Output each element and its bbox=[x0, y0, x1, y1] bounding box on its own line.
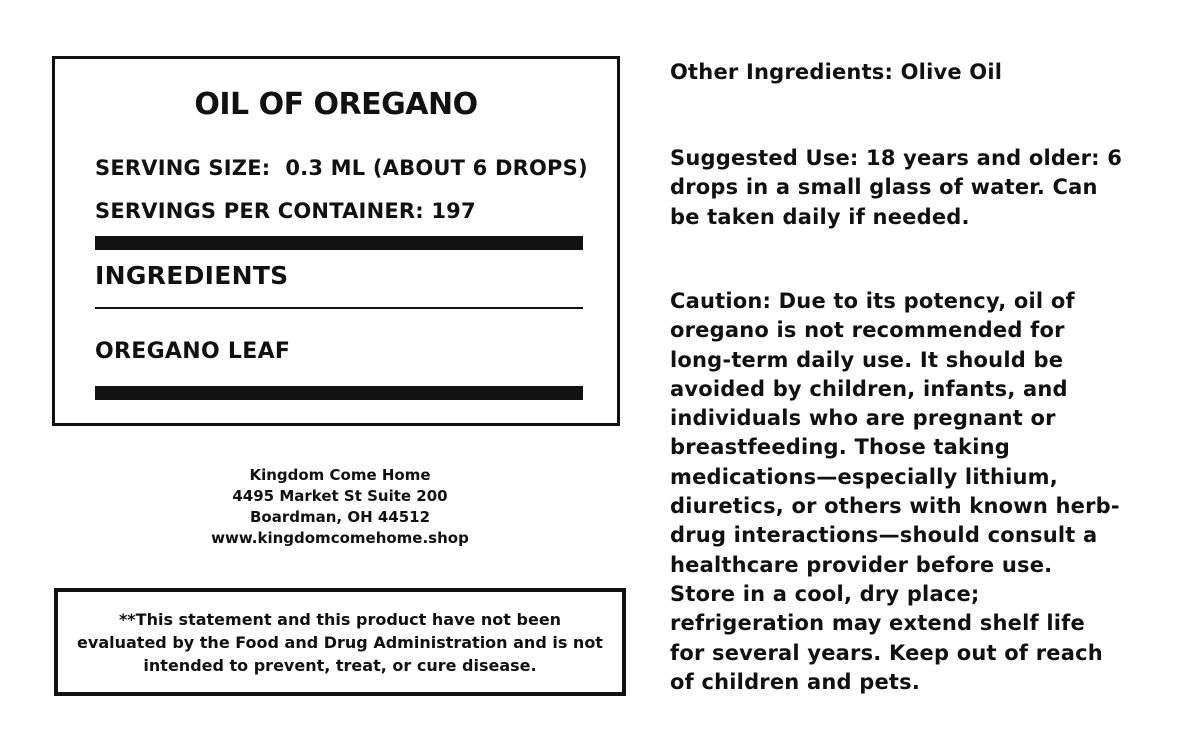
company-address bbox=[152, 465, 528, 549]
caution-line: medications—especially lithium, bbox=[670, 464, 1058, 489]
caution-line: Store in a cool, dry place; bbox=[670, 581, 980, 606]
suggested-use bbox=[670, 144, 1170, 232]
company-city: Boardman, OH 44512 bbox=[249, 508, 431, 526]
caution-line: diuretics, or others with known herb- bbox=[670, 494, 1120, 519]
servings-per-container: SERVINGS PER CONTAINER: 197 bbox=[95, 199, 476, 223]
caution-line: Caution: Due to its potency, oil of bbox=[670, 289, 1075, 313]
thick-divider-bottom bbox=[95, 386, 583, 400]
thick-divider-top bbox=[95, 236, 583, 250]
product-title: OIL OF OREGANO bbox=[194, 87, 478, 122]
ingredient-item: OREGANO LEAF bbox=[95, 339, 291, 364]
company-name: Kingdom Come Home bbox=[249, 466, 431, 484]
caution-line: of children and pets. bbox=[670, 669, 921, 694]
caution-line: for several years. Keep out of reach bbox=[670, 640, 1103, 665]
caution-line: long-term daily use. It should be bbox=[670, 347, 1064, 372]
other-ingredients: Other Ingredients: Olive Oil bbox=[670, 60, 1003, 84]
caution-line: avoided by children, infants, and bbox=[670, 376, 1068, 401]
company-street: 4495 Market St Suite 200 bbox=[232, 487, 448, 505]
caution-line: healthcare provider before use. bbox=[670, 552, 1053, 577]
fda-disclaimer-box bbox=[54, 588, 626, 696]
caution-line: breastfeeding. Those taking bbox=[670, 435, 1010, 460]
suggested-use-line: Suggested Use: 18 years and older: 6 bbox=[670, 146, 1123, 170]
suggested-use-line: drops in a small glass of water. Can bbox=[670, 175, 1098, 200]
serving-size: SERVING SIZE: 0.3 ML (ABOUT 6 DROPS) bbox=[95, 156, 588, 180]
company-website: www.kingdomcomehome.shop bbox=[211, 529, 469, 547]
caution-statement bbox=[670, 287, 1170, 697]
fda-disclaimer-text: **This statement and this product have not been evaluated by the Food and Drug Administration and is not intended to prevent, treat, or cure disease. bbox=[77, 609, 603, 675]
suggested-use-line: be taken daily if needed. bbox=[670, 204, 970, 229]
thin-divider bbox=[95, 307, 583, 309]
ingredients-heading: INGREDIENTS bbox=[95, 261, 289, 290]
caution-line: drug interactions—should consult a bbox=[670, 523, 1098, 548]
caution-line: refrigeration may extend shelf life bbox=[670, 611, 1085, 636]
supplement-facts-panel bbox=[52, 56, 620, 426]
caution-line: oregano is not recommended for bbox=[670, 318, 1065, 343]
caution-line: individuals who are pregnant or bbox=[670, 406, 1056, 431]
